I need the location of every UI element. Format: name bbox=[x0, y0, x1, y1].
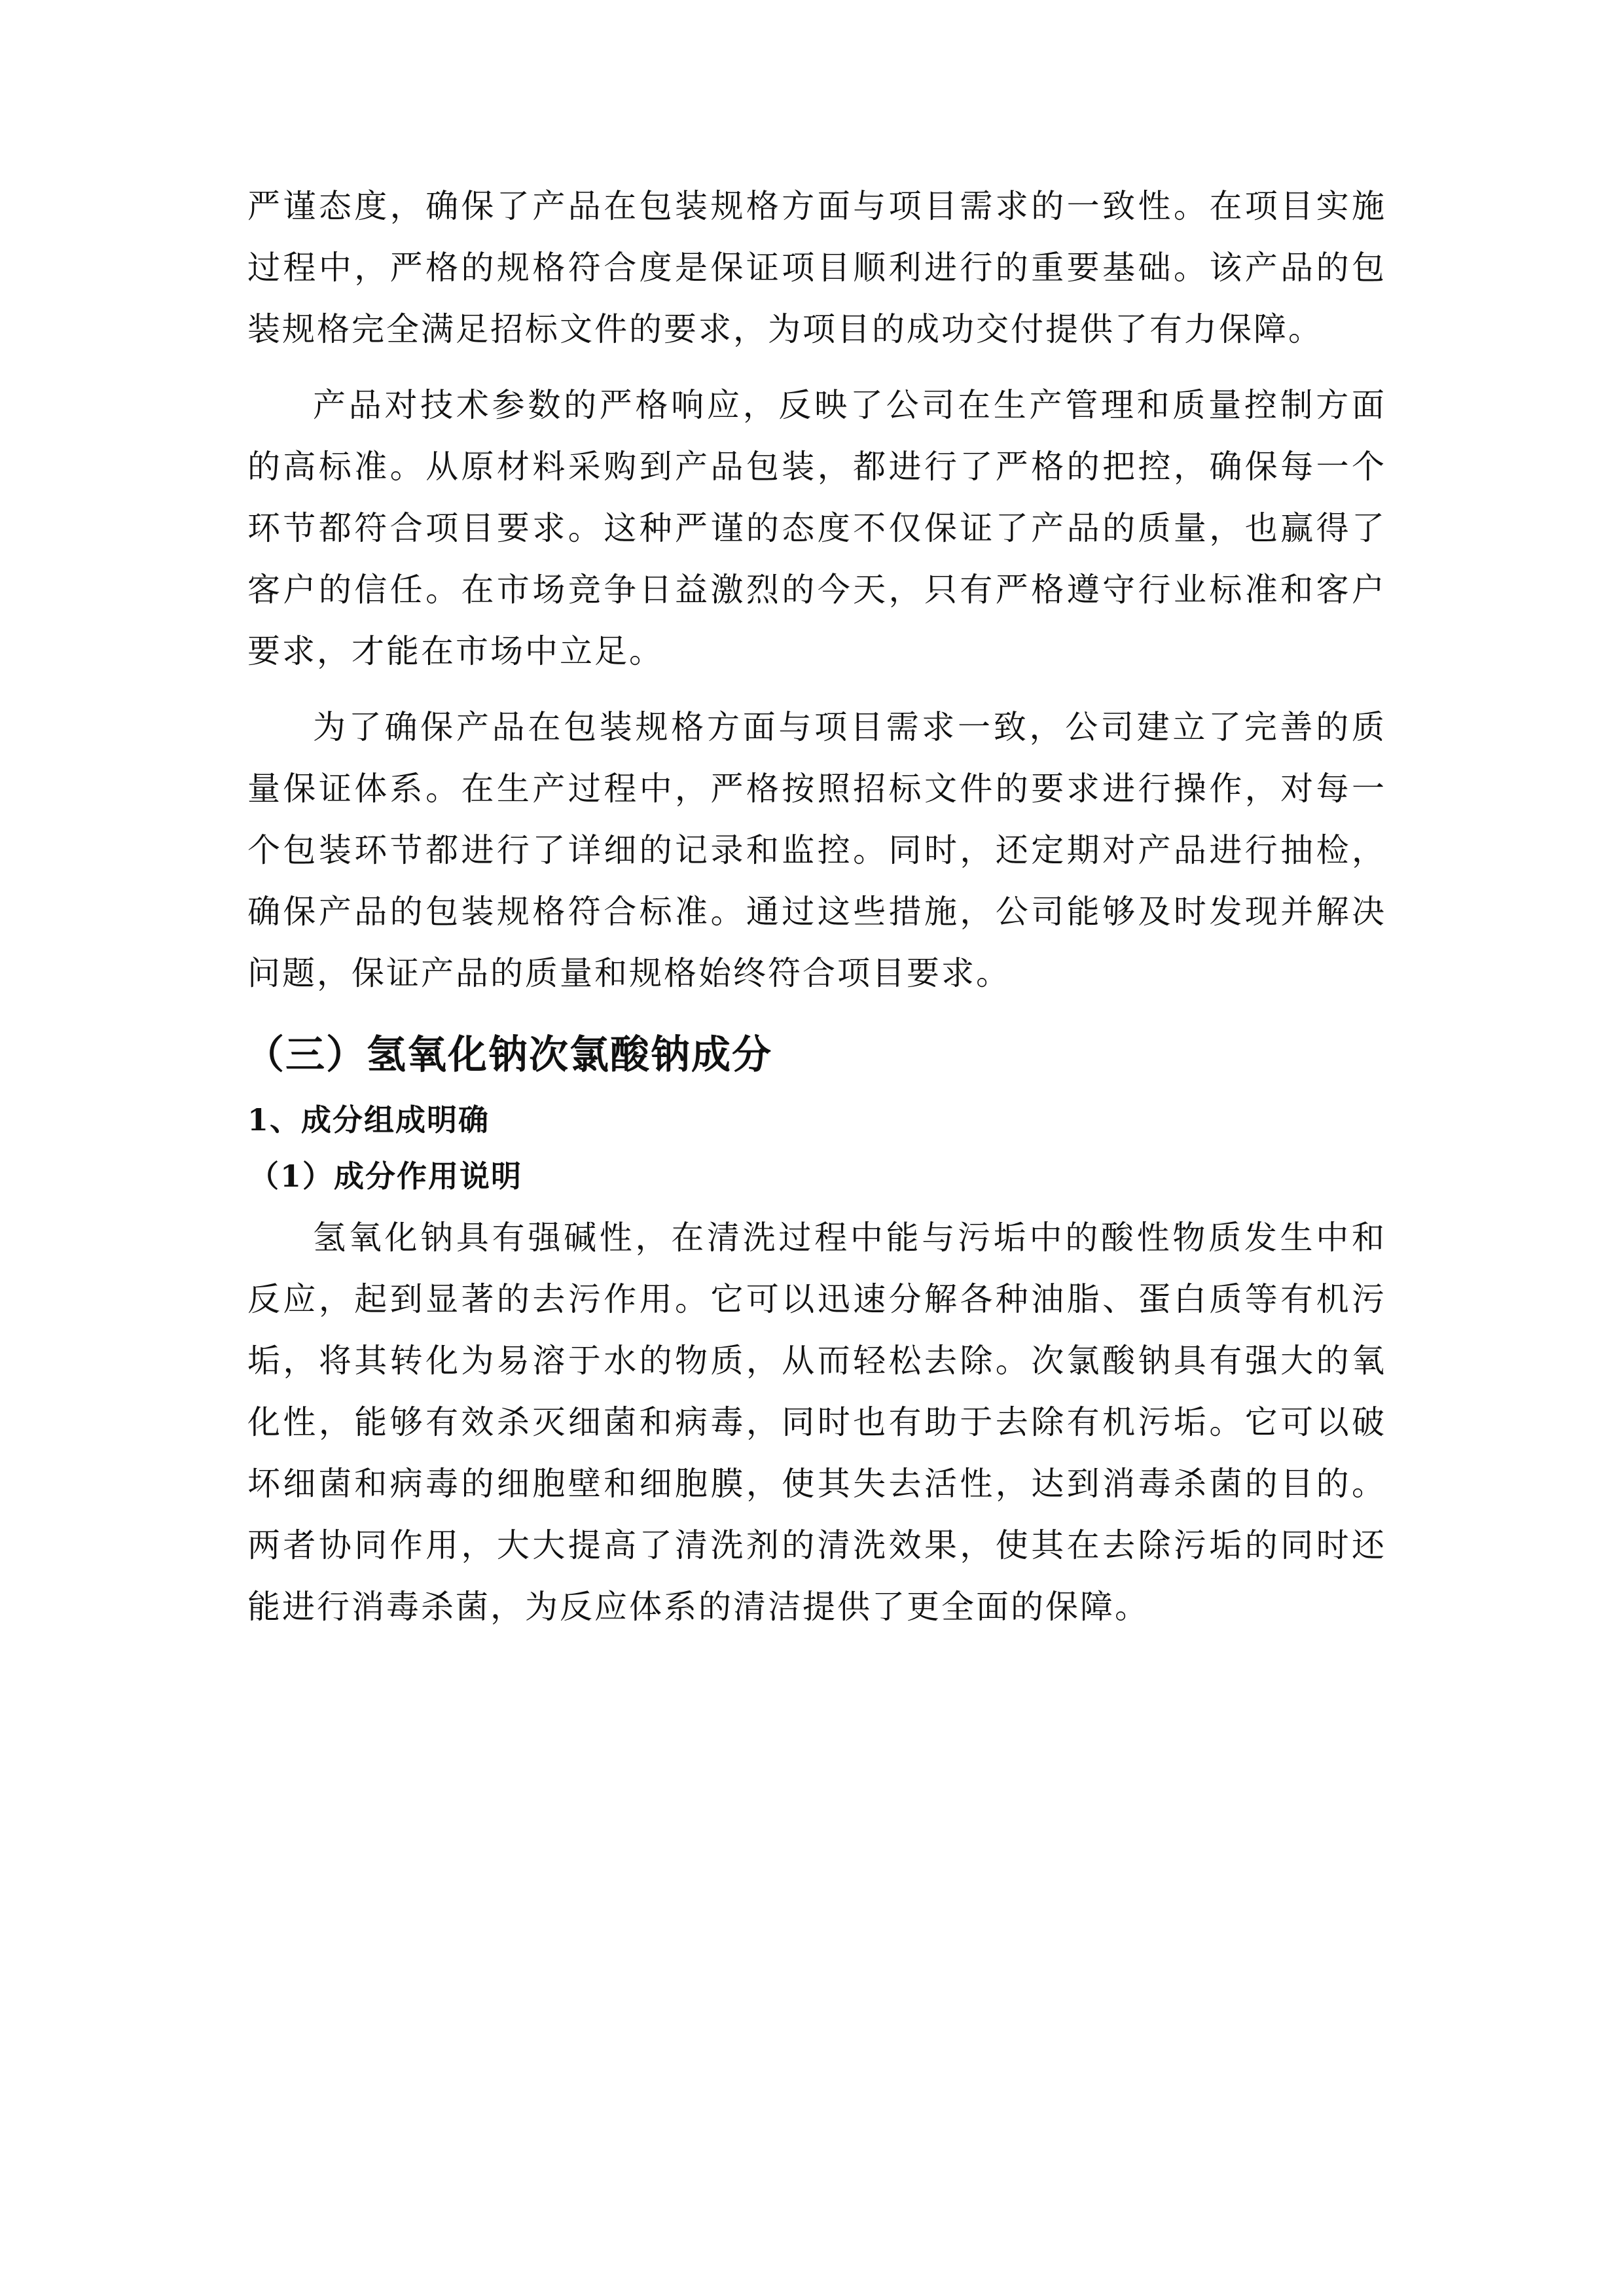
section-heading: （三）氢氧化钠次氯酸钠成分 bbox=[245, 1032, 772, 1078]
paragraph-component-function: 氢氧化钠具有强碱性，在清洗过程中能与污垢中的酸性物质发生中和反应，起到显著的去污作用。它可以迅速分解各种油脂、蛋白质等有机污垢，将其转化为易溶于水的物质，从而轻松去除。次氯酸钠具有强大的氧化性，能够有效杀灭细菌和病毒，同时也有助于去除有机污垢。它可以破坏细菌和病毒的细胞壁和细胞膜，使其失去活性，达到消毒杀菌的目的。两者协同作用，大大提高了清洗剂的清洗效果，使其在去除污垢的同时还能进行消毒杀菌，为反应体系的清洁提供了更全面的保障。 bbox=[247, 1219, 1386, 1626]
paragraph-quality-assurance: 为了确保产品在包装规格方面与项目需求一致，公司建立了完善的质量保证体系。在生产过程中，严格按照招标文件的要求进行操作，对每一个包装环节都进行了详细的记录和监控。同时，还定期对产品进行抽检，确保产品的包装规格符合标准。通过这些措施，公司能够及时发现并解决问题，保证产品的质量和规格始终符合项目要求。 bbox=[247, 708, 1386, 992]
sub-heading: 1、成分组成明确 bbox=[247, 1102, 490, 1138]
sub-sub-heading: （1）成分作用说明 bbox=[249, 1158, 523, 1194]
page-content bbox=[247, 175, 1386, 1652]
paragraph-continuation: 严谨态度，确保了产品在包装规格方面与项目需求的一致性。在项目实施过程中，严格的规格符合度是保证项目顺利进行的重要基础。该产品的包装规格完全满足招标文件的要求，为项目的成功交付提供了有力保障。 bbox=[247, 187, 1386, 348]
paragraph-technical-response: 产品对技术参数的严格响应，反映了公司在生产管理和质量控制方面的高标准。从原材料采购到产品包装，都进行了严格的把控，确保每一个环节都符合项目要求。这种严谨的态度不仅保证了产品的质量，也赢得了客户的信任。在市场竞争日益激烈的今天，只有严格遵守行业标准和客户要求，才能在市场中立足。 bbox=[247, 386, 1386, 670]
